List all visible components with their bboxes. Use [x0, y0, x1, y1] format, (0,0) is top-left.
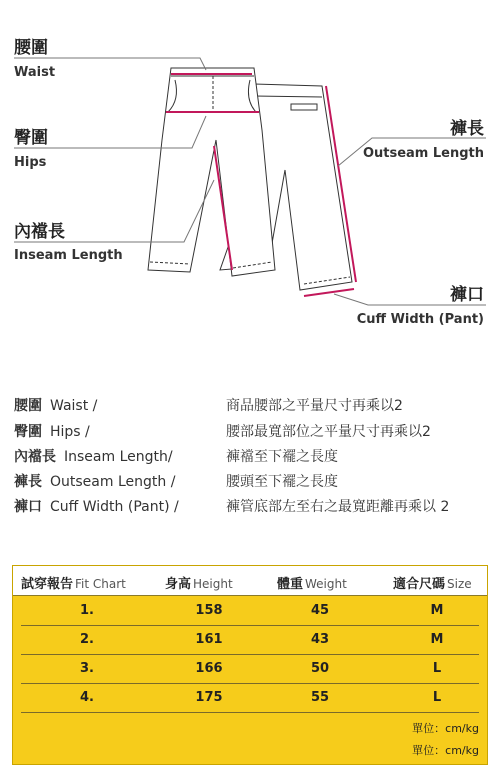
outseam-label-en: Outseam Length — [362, 146, 484, 161]
row-weight-cell: 43 — [310, 632, 330, 647]
row-index-cell: 2. — [80, 632, 94, 647]
header-weight: 體重 Weight — [277, 577, 347, 592]
front-pant-illustration — [148, 68, 275, 276]
row-divider — [21, 712, 479, 713]
row-index-cell: 1. — [80, 603, 94, 618]
definition-desc: 褲管底部左至右之最寬距離再乘以 2 — [226, 499, 450, 515]
cuff-measure-line — [304, 289, 354, 296]
row-divider — [21, 625, 479, 626]
definition-term: 褲口 — [14, 499, 42, 515]
definition-en: Hips / — [50, 424, 90, 440]
header-height: 身高 Height — [165, 577, 233, 592]
row-index-cell: 3. — [80, 661, 94, 676]
row-divider — [21, 683, 479, 684]
definition-row — [14, 446, 173, 466]
waist-label-en: Waist — [14, 65, 56, 80]
row-height-cell: 175 — [195, 690, 223, 705]
definition-row — [14, 496, 179, 516]
hips-label-zh: 臀圍 — [14, 128, 48, 148]
definition-desc: 褲襠至下襬之長度 — [226, 449, 338, 465]
cuff-label-en: Cuff Width (Pant) — [356, 312, 484, 327]
definition-en: Cuff Width (Pant) / — [50, 499, 179, 515]
row-index-cell: 4. — [80, 690, 94, 705]
row-height-cell: 158 — [195, 603, 223, 618]
fit-chart-table — [12, 565, 488, 765]
row-height-cell: 161 — [195, 632, 223, 647]
waist-label-zh: 腰圍 — [14, 38, 48, 58]
definition-term: 內襠長 — [14, 449, 56, 465]
definition-en: Outseam Length / — [50, 474, 176, 490]
hips-label-en: Hips — [14, 155, 47, 170]
definition-desc: 腰部最寬部位之平量尺寸再乘以2 — [226, 424, 431, 440]
unit-note: 單位：cm/kg — [412, 722, 479, 735]
fit-chart-header — [13, 566, 487, 596]
definition-row — [14, 395, 97, 415]
definition-en: Waist / — [50, 398, 98, 414]
header-fit-chart: 試穿報告 Fit Chart — [21, 577, 126, 592]
unit-note: 單位：cm/kg — [412, 744, 479, 757]
row-height-cell: 166 — [195, 661, 223, 676]
row-size-cell: L — [432, 690, 442, 705]
inseam-label-en: Inseam Length — [14, 248, 123, 263]
row-size-cell: L — [432, 661, 442, 676]
row-size-cell: M — [430, 632, 444, 647]
definition-term: 褲長 — [14, 474, 42, 490]
header-size: 適合尺碼 Size — [393, 577, 472, 592]
definition-en: Inseam Length/ — [64, 449, 173, 465]
cuff-label-zh: 褲口 — [450, 285, 484, 305]
row-weight-cell: 45 — [310, 603, 330, 618]
inseam-label-zh: 內襠長 — [14, 222, 65, 242]
definition-desc: 商品腰部之平量尺寸再乘以2 — [226, 398, 403, 414]
row-weight-cell: 50 — [310, 661, 330, 676]
outseam-label-zh: 褲長 — [450, 119, 484, 139]
definition-term: 腰圍 — [14, 398, 42, 414]
definition-desc: 腰頭至下襬之長度 — [226, 474, 338, 490]
definition-term: 臀圍 — [14, 424, 42, 440]
definition-row — [14, 471, 175, 491]
row-size-cell: M — [430, 603, 444, 618]
definition-row — [14, 421, 90, 441]
row-weight-cell: 55 — [310, 690, 330, 705]
row-divider — [21, 654, 479, 655]
